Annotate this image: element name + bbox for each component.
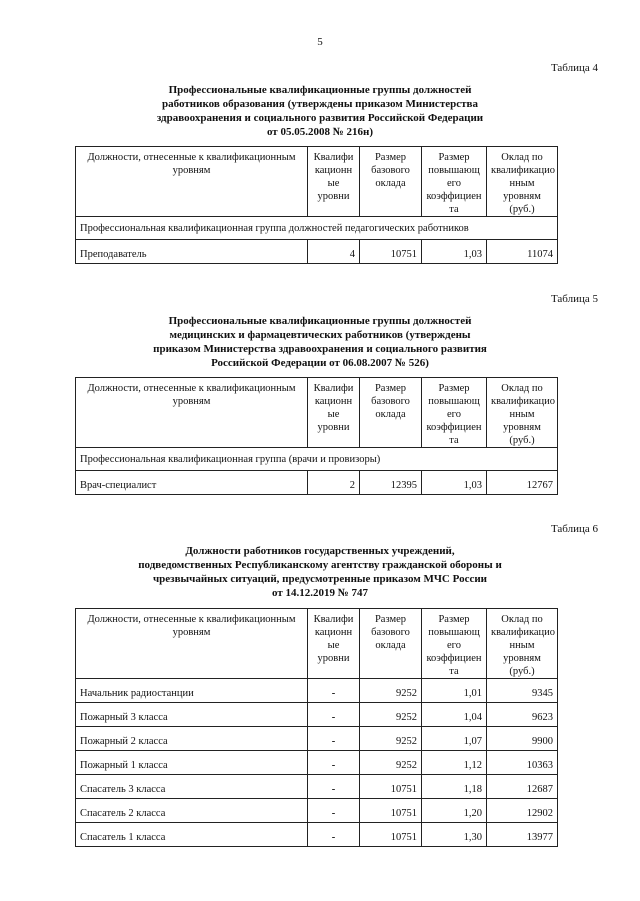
group-title: Профессиональная квалификационная группа (врачи и провизоры): [76, 448, 558, 471]
salary-value: 12687: [487, 775, 558, 799]
header-salary: Оклад по квалификацио нным уровням (руб.): [487, 378, 558, 448]
salary-value: 13977: [487, 823, 558, 847]
header-salary: Оклад по квалификацио нным уровням (руб.): [487, 609, 558, 679]
header-coefficient: Размер повышающ его коэффициен та: [422, 147, 487, 217]
coef-value: 1,01: [422, 679, 487, 703]
level-value: 4: [308, 240, 360, 264]
coef-value: 1,12: [422, 751, 487, 775]
base-value: 10751: [360, 775, 422, 799]
position-name: Спасатель 3 класса: [76, 775, 308, 799]
base-value: 9252: [360, 679, 422, 703]
base-value: 9252: [360, 727, 422, 751]
header-positions: Должности, отнесенные к квалификационным уровням: [76, 147, 308, 217]
title-line: подведомственных Республиканскому агентству гражданской обороны и: [138, 559, 502, 571]
coef-value: 1,03: [422, 471, 487, 495]
table-6: [75, 608, 558, 847]
position-name: Спасатель 1 класса: [76, 823, 308, 847]
salary-value: 11074: [487, 240, 558, 264]
table-row: [76, 799, 558, 823]
header-base-salary: Размер базового оклада: [360, 147, 422, 217]
title-line: Должности работников государственных учреждений,: [185, 545, 455, 557]
header-base-salary: Размер базового оклада: [360, 609, 422, 679]
title-line: от 05.05.2008 № 216н): [266, 126, 374, 138]
table-5: [75, 377, 558, 495]
title-line: Профессиональные квалификационные группы должностей: [168, 84, 472, 96]
group-row: [76, 217, 558, 240]
group-title: Профессиональная квалификационная группа должностей педагогических работников: [76, 217, 558, 240]
salary-value: 9900: [487, 727, 558, 751]
coef-value: 1,18: [422, 775, 487, 799]
base-value: 9252: [360, 751, 422, 775]
table-header-row: [76, 147, 558, 217]
salary-value: 9623: [487, 703, 558, 727]
level-value: -: [308, 679, 360, 703]
coef-value: 1,03: [422, 240, 487, 264]
position-name: Пожарный 2 класса: [76, 727, 308, 751]
level-value: -: [308, 727, 360, 751]
table-4-label: Таблица 4: [550, 62, 598, 74]
table-row: [76, 751, 558, 775]
header-salary: Оклад по квалификацио нным уровням (руб.): [487, 147, 558, 217]
header-coefficient: Размер повышающ его коэффициен та: [422, 378, 487, 448]
title-line: Российской Федерации от 06.08.2007 № 526): [211, 357, 429, 369]
base-value: 9252: [360, 703, 422, 727]
table-row: [76, 727, 558, 751]
coef-value: 1,04: [422, 703, 487, 727]
title-line: Профессиональные квалификационные группы должностей: [168, 315, 472, 327]
title-line: работников образования (утверждены приказом Министерства: [162, 98, 478, 110]
table-5-label: Таблица 5: [550, 293, 598, 305]
salary-value: 12902: [487, 799, 558, 823]
table-row: [76, 471, 558, 495]
table-6-title: [70, 544, 570, 600]
title-line: чрезвычайных ситуаций, предусмотренные приказом МЧС России: [152, 573, 488, 585]
salary-value: 9345: [487, 679, 558, 703]
table-row: [76, 823, 558, 847]
base-value: 10751: [360, 240, 422, 264]
header-positions: Должности, отнесенные к квалификационным уровням: [76, 609, 308, 679]
position-name: Спасатель 2 класса: [76, 799, 308, 823]
salary-value: 10363: [487, 751, 558, 775]
table-5-title: [70, 314, 570, 370]
level-value: -: [308, 751, 360, 775]
level-value: -: [308, 703, 360, 727]
coef-value: 1,30: [422, 823, 487, 847]
table-row: [76, 679, 558, 703]
title-line: здравоохранения и социального развития Российской Федерации: [156, 112, 484, 124]
position-name: Начальник радиостанции: [76, 679, 308, 703]
title-line: приказом Министерства здравоохранения и социального развития: [153, 343, 487, 355]
coef-value: 1,20: [422, 799, 487, 823]
table-4-title: [70, 83, 570, 139]
position-name: Пожарный 3 класса: [76, 703, 308, 727]
table-row: [76, 240, 558, 264]
header-levels: Квалифи кационн ые уровни: [308, 609, 360, 679]
level-value: 2: [308, 471, 360, 495]
level-value: -: [308, 799, 360, 823]
group-row: [76, 448, 558, 471]
table-header-row: [76, 378, 558, 448]
base-value: 10751: [360, 823, 422, 847]
header-coefficient: Размер повышающ его коэффициен та: [422, 609, 487, 679]
level-value: -: [308, 823, 360, 847]
header-base-salary: Размер базового оклада: [360, 378, 422, 448]
page-number: 5: [317, 36, 323, 48]
table-row: [76, 703, 558, 727]
title-line: медицинских и фармацевтических работников (утверждены: [169, 329, 471, 341]
position-name: Пожарный 1 класса: [76, 751, 308, 775]
header-positions: Должности, отнесенные к квалификационным уровням: [76, 378, 308, 448]
level-value: -: [308, 775, 360, 799]
header-levels: Квалифи кационн ые уровни: [308, 378, 360, 448]
base-value: 10751: [360, 799, 422, 823]
base-value: 12395: [360, 471, 422, 495]
position-name: Врач-специалист: [76, 471, 308, 495]
table-header-row: [76, 609, 558, 679]
coef-value: 1,07: [422, 727, 487, 751]
salary-value: 12767: [487, 471, 558, 495]
position-name: Преподаватель: [76, 240, 308, 264]
header-levels: Квалифи кационн ые уровни: [308, 147, 360, 217]
title-line: от 14.12.2019 № 747: [271, 587, 369, 599]
table-row: [76, 775, 558, 799]
table-6-label: Таблица 6: [550, 523, 598, 535]
table-4: [75, 146, 558, 264]
